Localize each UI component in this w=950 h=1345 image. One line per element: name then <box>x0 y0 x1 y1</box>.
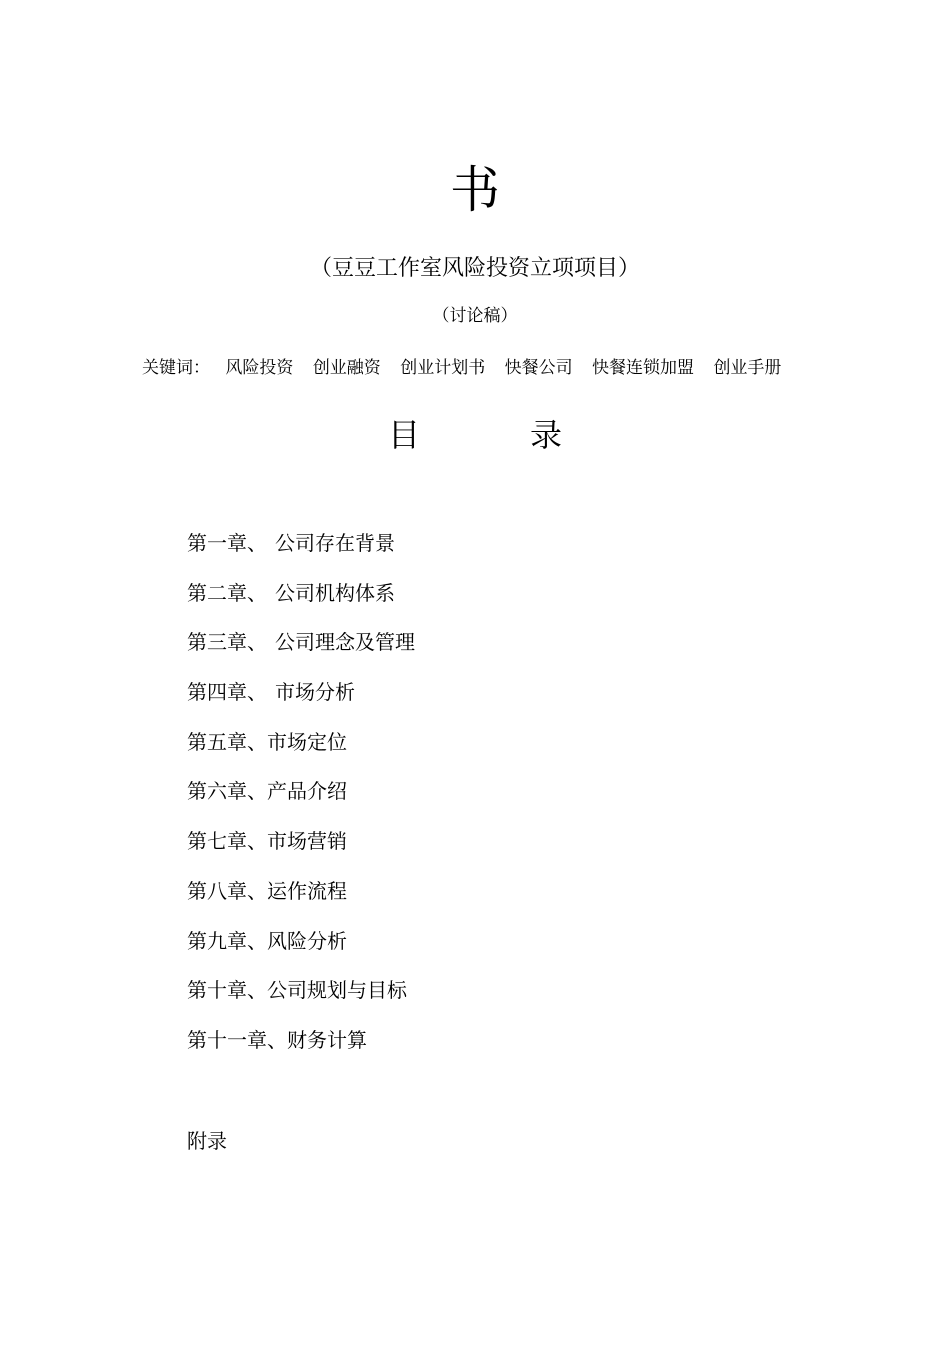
toc-entry <box>187 975 787 1005</box>
document-subtitle: （豆豆工作室风险投资立项项目） <box>309 256 640 281</box>
toc-chapter-title: 公司机构体系 <box>275 580 395 605</box>
toc-entry <box>187 727 787 757</box>
toc-chapter-number: 第三章、 <box>187 630 267 655</box>
keywords-label: 关键词： <box>142 358 210 378</box>
toc-chapter-number: 第九章、 <box>187 928 267 953</box>
toc-entry <box>187 677 787 707</box>
toc-chapter-title: 公司存在背景 <box>275 531 395 555</box>
toc-chapter-number: 第十一章、 <box>187 1027 287 1052</box>
draft-note: （讨论稿） <box>432 306 518 326</box>
document-title: 书 <box>450 161 500 219</box>
toc-entry <box>187 1025 787 1055</box>
appendix-entry: 附录 <box>187 1129 227 1153</box>
toc-chapter-title: 财务计算 <box>287 1027 367 1052</box>
toc-chapter-number: 第八章、 <box>187 878 267 903</box>
toc-entry <box>187 926 787 956</box>
toc-entry <box>187 776 787 806</box>
toc-entry <box>187 528 787 558</box>
toc-heading <box>0 414 950 456</box>
keyword-item: 创业融资 <box>312 358 381 378</box>
table-of-contents <box>187 528 787 1075</box>
keyword-item: 快餐连锁加盟 <box>592 358 695 378</box>
toc-chapter-title: 公司理念及管理 <box>275 630 415 655</box>
toc-chapter-number: 第二章、 <box>187 580 267 605</box>
toc-chapter-title: 产品介绍 <box>267 779 347 804</box>
keyword-item: 风险投资 <box>225 358 294 378</box>
keyword-item: 创业手册 <box>713 358 782 378</box>
toc-chapter-number: 第十章、 <box>187 978 267 1003</box>
toc-chapter-title: 风险分析 <box>267 928 347 953</box>
toc-chapter-title: 市场分析 <box>275 680 355 705</box>
toc-chapter-number: 第六章、 <box>187 779 267 804</box>
keyword-item: 快餐公司 <box>504 358 573 378</box>
toc-chapter-number: 第七章、 <box>187 829 267 854</box>
toc-chapter-number: 第五章、 <box>187 729 267 754</box>
toc-entry <box>187 578 787 608</box>
toc-heading-char: 录 <box>530 416 563 454</box>
toc-chapter-title: 市场定位 <box>267 729 347 754</box>
toc-chapter-number: 第一章、 <box>187 531 267 555</box>
toc-chapter-title: 市场营销 <box>267 829 347 854</box>
keyword-item: 创业计划书 <box>400 358 486 378</box>
toc-chapter-number: 第四章、 <box>187 680 267 705</box>
toc-chapter-title: 运作流程 <box>267 878 347 903</box>
toc-entry <box>187 876 787 906</box>
toc-entry <box>187 627 787 657</box>
toc-heading-char: 目 <box>387 416 420 454</box>
toc-chapter-title: 公司规划与目标 <box>267 978 407 1003</box>
toc-entry <box>187 826 787 856</box>
keywords-line <box>142 356 842 380</box>
